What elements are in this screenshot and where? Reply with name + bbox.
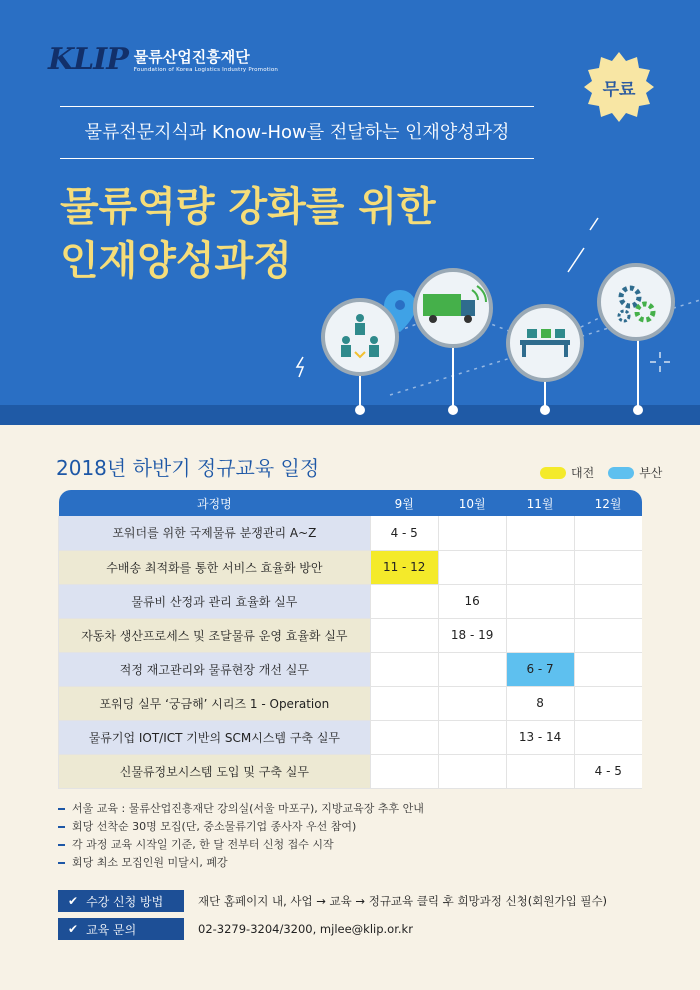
- divider-top: [60, 106, 534, 107]
- logo-mark: KLIP: [48, 42, 128, 77]
- date-cell: [574, 720, 642, 754]
- legend-swatch: [608, 467, 634, 479]
- header-oct: 10월: [438, 490, 506, 516]
- divider-bottom: [60, 158, 534, 159]
- course-name-cell: 포워더를 위한 국제물류 분쟁관리 A~Z: [59, 516, 371, 550]
- date-cell: [438, 550, 506, 584]
- apply-label-box: [58, 890, 184, 912]
- date-cell: [370, 686, 438, 720]
- header-dec: 12월: [574, 490, 642, 516]
- hero-title-line2: 인재양성과정: [60, 238, 292, 284]
- table-row: [59, 652, 643, 686]
- date-cell: [574, 584, 642, 618]
- hero-banner: [0, 0, 700, 425]
- legend-label: 대전: [571, 466, 595, 480]
- date-cell: [370, 754, 438, 788]
- date-cell: [574, 618, 642, 652]
- table-row: [59, 686, 643, 720]
- notes-list: [58, 800, 424, 872]
- logo-subtitle: Foundation of Korea Logistics Industry Promotion: [133, 67, 279, 73]
- date-cell: [506, 754, 574, 788]
- course-name-cell: 적정 재고관리와 물류현장 개선 실무: [59, 652, 371, 686]
- table-header-row: [59, 490, 643, 516]
- date-cell: 16: [438, 584, 506, 618]
- table-row: [59, 618, 643, 652]
- table-row: [59, 754, 643, 788]
- table-row: [59, 516, 643, 550]
- date-cell: [438, 720, 506, 754]
- header-course: 과정명: [59, 490, 371, 516]
- contact-label-box: [58, 918, 184, 940]
- date-cell: [370, 720, 438, 754]
- date-cell: [574, 516, 642, 550]
- date-cell: [438, 686, 506, 720]
- date-cell: [438, 516, 506, 550]
- hero-subtitle: 물류전문지식과 Know-How를 전달하는 인재양성과정: [84, 122, 510, 143]
- date-cell: [506, 584, 574, 618]
- lightning-icon: [297, 357, 303, 377]
- klip-logo: [48, 42, 278, 77]
- free-badge: 무료: [602, 79, 636, 100]
- date-cell: 8: [506, 686, 574, 720]
- check-icon: ✔: [68, 894, 79, 908]
- schedule-title: 2018년 하반기 정규교육 일정: [56, 456, 320, 480]
- check-icon: ✔: [68, 922, 79, 936]
- date-cell: [506, 516, 574, 550]
- people-icon: [323, 300, 397, 374]
- date-cell: [438, 652, 506, 686]
- date-cell: [574, 550, 642, 584]
- legend-item-busan: [608, 464, 662, 481]
- apply-row: [58, 890, 607, 912]
- gears-icon: [599, 265, 673, 339]
- course-name-cell: 포워딩 실무 ‘궁금해’ 시리즈 1 - Operation: [59, 686, 371, 720]
- course-name-cell: 물류비 산정과 관리 효율화 실무: [59, 584, 371, 618]
- contact-row: [58, 918, 413, 940]
- schedule-table: [58, 490, 642, 789]
- table-row: [59, 720, 643, 754]
- sparkle-icon: [650, 352, 670, 372]
- table-row: [59, 550, 643, 584]
- header-sep: 9월: [370, 490, 438, 516]
- apply-text: 재단 홈페이지 내, 사업 → 교육 → 정규교육 클릭 후 희망과정 신청(회원가입 필수): [198, 894, 608, 908]
- date-cell: [370, 618, 438, 652]
- course-name-cell: 신물류정보시스템 도입 및 구축 실무: [59, 754, 371, 788]
- header-nov: 11월: [506, 490, 574, 516]
- date-cell: [574, 652, 642, 686]
- date-cell: 4 - 5: [370, 516, 438, 550]
- note-item: 서울 교육 : 물류산업진흥재단 강의실(서울 마포구), 지방교육장 추후 안내: [58, 800, 424, 818]
- course-name-cell: 자동차 생산프로세스 및 조달물류 운영 효율화 실무: [59, 618, 371, 652]
- note-item: 회당 선착순 30명 모집(단, 중소물류기업 종사자 우선 참여): [58, 818, 424, 836]
- note-item: 각 과정 교육 시작일 기준, 한 달 전부터 신청 접수 시작: [58, 836, 424, 854]
- course-name-cell: 수배송 최적화를 통한 서비스 효율화 방안: [59, 550, 371, 584]
- date-cell: [438, 754, 506, 788]
- hero-title: [60, 180, 436, 288]
- legend-swatch: [540, 467, 566, 479]
- note-item: 회당 최소 모집인원 미달시, 폐강: [58, 854, 424, 872]
- date-cell: 11 - 12: [370, 550, 438, 584]
- table-row: [59, 584, 643, 618]
- date-cell: [574, 686, 642, 720]
- date-cell: [506, 550, 574, 584]
- apply-label: 수강 신청 방법: [86, 894, 164, 909]
- logo-name: 물류산업진흥재단: [133, 48, 250, 66]
- conveyor-icon: [508, 306, 582, 380]
- date-cell: [506, 618, 574, 652]
- date-cell: 6 - 7: [506, 652, 574, 686]
- hero-title-line1: 물류역량 강화를 위한: [60, 184, 436, 230]
- legend-item-daejeon: [540, 464, 594, 481]
- date-cell: 13 - 14: [506, 720, 574, 754]
- date-cell: 4 - 5: [574, 754, 642, 788]
- date-cell: [370, 584, 438, 618]
- contact-text: 02-3279-3204/3200, mjlee@klip.or.kr: [198, 922, 413, 936]
- legend: [526, 464, 662, 481]
- contact-label: 교육 문의: [86, 922, 137, 937]
- date-cell: 18 - 19: [438, 618, 506, 652]
- date-cell: [370, 652, 438, 686]
- course-name-cell: 물류기업 IOT/ICT 기반의 SCM시스템 구축 실무: [59, 720, 371, 754]
- legend-label: 부산: [639, 466, 663, 480]
